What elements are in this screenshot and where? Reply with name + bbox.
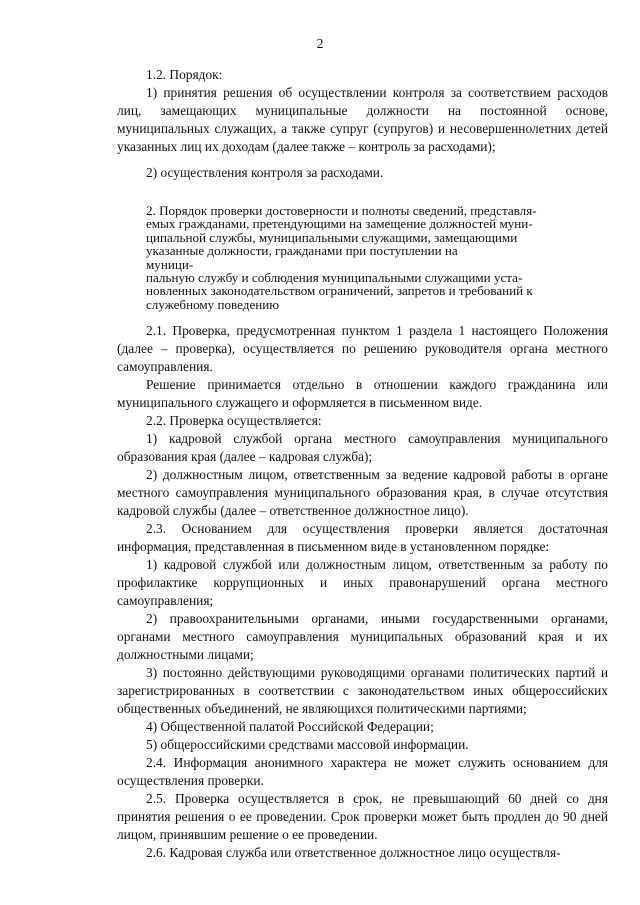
paragraph-1-2-item-1: 1) принятия решения об осуществлении контроля за соответствием расходов лиц, замещающих муниципальные должности на постоянной основе, муниципальных служащих, а также супруг (супругов) и несовершеннолетних детей указанных лиц их доходам (далее также – контроль за расходами); <box>117 85 608 154</box>
paragraph-2-5: 2.5. Проверка осуществляется в срок, не превышающий 60 дней со дня принятия решения о ее проведении. Срок проверки может быть продлен до 90 дней лицом, принявшим решение о ее проведении. <box>117 791 608 843</box>
section-2-heading-line: указанные должности, гражданами при поступлении на <box>146 243 458 259</box>
paragraph-2-6: 2.6. Кадровая служба или ответственное должностное лицо осуществля- <box>146 845 561 861</box>
paragraph-1-2-item-2: 2) осуществления контроля за расходами. <box>146 165 384 180</box>
paragraph-2-2-item-1: 1) кадровой службой органа местного самоуправления муниципального образования края (далее – кадровая служба); <box>117 431 608 465</box>
section-2-heading-line: 2. Порядок проверки достоверности и полноты сведений, представля- <box>146 203 537 218</box>
section-2-heading-line: емых гражданами, претендующими на замещение должностей муни- <box>146 216 533 232</box>
section-2-heading <box>117 204 608 311</box>
paragraph-2-3-item-1: 1) кадровой службой или должностным лицом, ответственным за работу по профилактике коррупционных и иных правонарушений органа местного самоуправления; <box>117 557 608 609</box>
document-body <box>117 66 608 862</box>
paragraph-2-3-item-4: 4) Общественной палатой Российской Федерации; <box>146 719 434 735</box>
paragraph-2-1-decision: Решение принимается отдельно в отношении каждого гражданина или муниципального служащего и оформляется в письменном виде. <box>117 377 608 411</box>
section-2-heading-line: новленных законодательством ограничений, запретов и требований к <box>146 283 533 299</box>
section-2-heading-line: пальную службу и соблюдения муниципальными служащими уста- <box>146 270 523 286</box>
paragraph-2-1: 2.1. Проверка, предусмотренная пунктом 1 раздела 1 настоящего Положения (далее – проверка), осуществляется по решению руководителя органа местного самоуправления. <box>117 323 608 375</box>
paragraph-2-4: 2.4. Информация анонимного характера не может служить основанием для осуществления проверки. <box>117 755 608 789</box>
paragraph-2-2: 2.2. Проверка осуществляется: <box>146 413 322 429</box>
paragraph-2-3-item-3: 3) постоянно действующими руководящими органами политических партий и зарегистрированных в соответствии с законодательством иных общероссийских общественных объединений, не являющихся политическими партиями; <box>117 665 608 717</box>
page-number: 2 <box>316 36 324 51</box>
section-2-heading-line: ципальной службы, муниципальными служащими, замещающими <box>146 229 518 245</box>
paragraph-2-2-item-2: 2) должностным лицом, ответственным за ведение кадровой работы в органе местного самоуправления муниципального образования края, в случае отсутствия кадровой службы (далее – ответственное должностное лицо). <box>117 467 608 519</box>
paragraph-1-2: 1.2. Порядок: <box>146 67 223 82</box>
paragraph-2-3: 2.3. Основанием для осуществления проверки является достаточная информация, представленная в письменном виде в установленном порядке: <box>117 521 608 555</box>
section-2-heading-line: служебному поведению <box>146 296 280 312</box>
paragraph-2-3-item-5: 5) общероссийскими средствами массовой информации. <box>146 737 469 753</box>
section-2-heading-line: муници- <box>146 256 194 272</box>
paragraph-2-3-item-2: 2) правоохранительными органами, иными государственными органами, органами местного самоуправления муниципальных образований края и их должностными лицами; <box>117 611 608 663</box>
